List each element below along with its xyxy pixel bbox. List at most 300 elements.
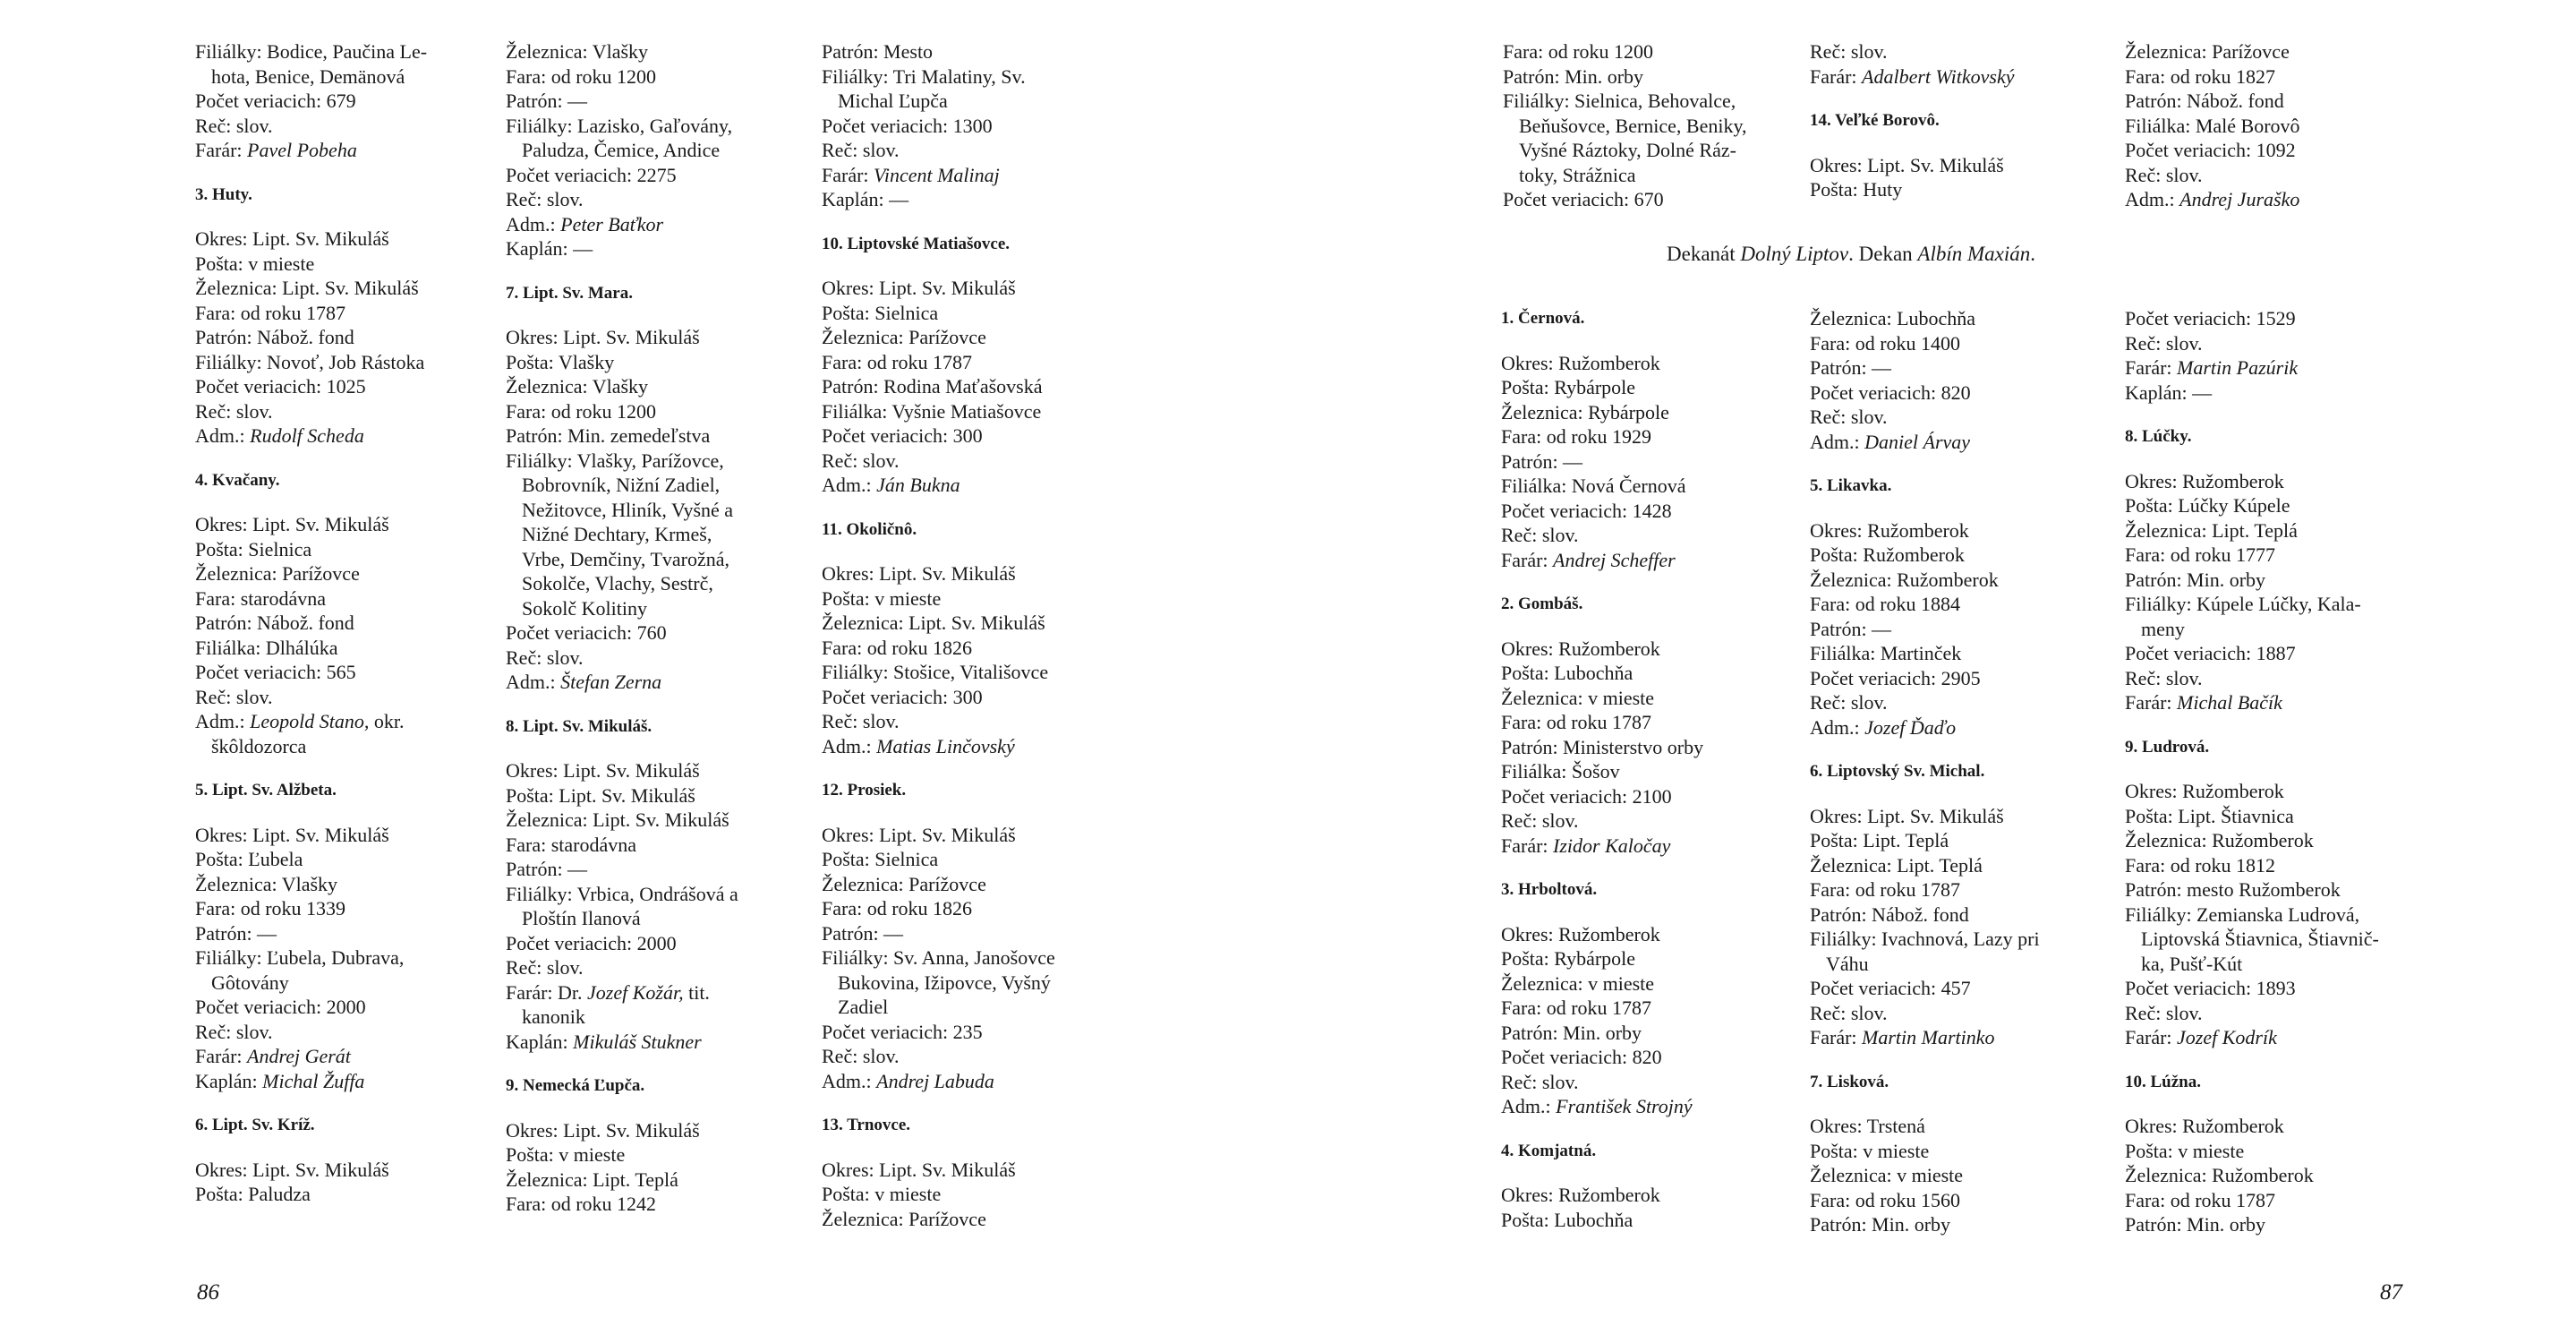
parish-heading: 6. Liptovský Sv. Michal. [1810, 762, 1985, 781]
entry-line: Reč: slov. [506, 956, 584, 979]
entry-line: Železnica: Ružomberok [2125, 1164, 2314, 1186]
entry-line: Okres: Lipt. Sv. Mikuláš [822, 1158, 1016, 1181]
entry-line: Okres: Lipt. Sv. Mikuláš [822, 823, 1016, 846]
person-name: Pavel Pobeha [247, 139, 357, 161]
entry-line: Patrón: Min. orby [1503, 64, 1644, 88]
entry-line: Pošta: Lipt. Štiavnica [2125, 804, 2294, 827]
entry-text: Adm.: [506, 671, 561, 693]
entry-line: Okres: Ružomberok [1501, 922, 1660, 945]
entry-line [195, 709, 490, 734]
entry-continuation: Paludza, Čemice, Andice [522, 139, 721, 161]
entry-line [2125, 187, 2420, 212]
entry-line: Fara: od roku 1787 [1501, 997, 1652, 1019]
dekanat-heading [1667, 243, 2035, 266]
entry-line: Železnica: Parížovce [195, 562, 360, 585]
entry-line: Patrón: Mesto [822, 40, 934, 63]
entry-line: Železnica: Vlašky [506, 40, 649, 63]
entry-line [195, 1044, 490, 1069]
person-name: Martin Martinko [1862, 1026, 1995, 1048]
entry-line [1810, 430, 2105, 455]
right-bottom-column-1 [1501, 306, 1796, 1232]
entry-line: Reč: slov. [1501, 809, 1579, 832]
entry-text: Farár: [822, 163, 874, 186]
entry-line: Železnica: Parížovce [822, 1207, 986, 1230]
entry-line: Patrón: mesto Ružomberok [2125, 878, 2341, 901]
entry-text: Adm.: [1810, 430, 1865, 453]
entry-line [506, 670, 801, 695]
entry-line: Patrón: — [1810, 617, 1892, 640]
entry-line: Patrón: — [1810, 356, 1892, 379]
entry-line: Počet veriacich: 235 [822, 1020, 983, 1043]
entry-line [1810, 1025, 2105, 1050]
entry-continuation: Vyšné Ráztoky, Dolné Ráz- [1519, 139, 1736, 161]
entry-line: Počet veriacich: 2905 [1810, 666, 1981, 689]
parish-heading: 9. Ludrová. [2125, 737, 2210, 757]
person-name: Andrej Gerát [247, 1045, 351, 1067]
entry-line: Pošta: Vlašky [506, 350, 615, 373]
entry-line: Počet veriacich: 820 [1501, 1046, 1662, 1068]
entry-line: Patrón: — [1501, 449, 1583, 473]
entry-line: Okres: Trstená [1810, 1115, 1925, 1137]
entry-line: Reč: slov. [506, 646, 584, 669]
person-name: Ján Bukna [876, 474, 960, 496]
entry-line: Fara: od roku 1884 [1810, 593, 1961, 615]
entry-line: Reč: slov. [506, 188, 584, 210]
parish-heading: 4. Komjatná. [1501, 1141, 1597, 1160]
entry-line: Počet veriacich: 457 [1810, 977, 1971, 999]
entry-line [506, 980, 801, 1005]
person-name: Michal Žuffa [262, 1069, 365, 1092]
parish-heading: 13. Trnovce. [822, 1116, 911, 1134]
parish-heading: 7. Lisková. [1810, 1072, 1889, 1091]
entry-line: Fara: od roku 1826 [822, 636, 973, 659]
entry-line: Reč: slov. [1810, 1001, 1888, 1024]
entry-line: Patrón: Ministerstvo orby [1501, 735, 1704, 758]
entry-line: Okres: Lipt. Sv. Mikuláš [195, 513, 389, 535]
entry-line [1810, 64, 2105, 90]
entry-line: Filiálky: Zemianska Ludrová, [2125, 902, 2360, 926]
entry-line: Fara: od roku 1812 [2125, 853, 2276, 877]
entry-continuation: Sokolče, Vlachy, Sestrč, [522, 572, 713, 595]
entry-line: Pošta: Lúčky Kúpele [2125, 494, 2290, 517]
person-name: Michal Bačík [2177, 691, 2282, 714]
entry-text: Adm.: [2125, 188, 2180, 210]
entry-continuation: Sokolč Kolitiny [522, 596, 647, 620]
entry-line: Reč: slov. [1810, 691, 1888, 714]
entry-continuation: Vrbe, Demčiny, Tvarožná, [522, 547, 730, 570]
entry-line: Pošta: Rybárpole [1501, 376, 1636, 398]
entry-line: Počet veriacich: 1300 [822, 114, 993, 137]
entry-line: Reč: slov. [822, 1045, 900, 1067]
entry-line: Filiálky: Lazisko, Gaľovány, [506, 114, 733, 137]
entry-continuation: Michal Ľupča [838, 90, 948, 112]
entry-line: Filiálky: Kúpele Lúčky, Kala- [2125, 593, 2361, 615]
entry-line: Reč: slov. [195, 114, 273, 137]
left-column-2 [506, 39, 801, 1217]
parish-heading: 6. Lipt. Sv. Kríž. [195, 1116, 315, 1134]
entry-line: Fara: od roku 1200 [506, 64, 657, 88]
parish-heading: 4. Kvačany. [195, 470, 280, 490]
entry-line: Pošta: Lubochňa [1501, 1208, 1633, 1231]
entry-line: Železnica: v mieste [1501, 971, 1655, 995]
entry-line: Počet veriacich: 1025 [195, 375, 366, 398]
entry-line: Železnica: Ružomberok [2125, 829, 2314, 851]
person-name: Peter Baťkor [560, 212, 664, 235]
entry-text: Farár: Dr. [506, 980, 588, 1004]
right-bottom-column-2 [1810, 306, 2105, 1237]
entry-line: Pošta: Paludza [195, 1183, 311, 1205]
page-number-left: 86 [197, 1280, 219, 1305]
entry-line: Reč: slov. [1501, 524, 1579, 546]
entry-continuation: škôldozorca [211, 734, 307, 757]
parish-heading: 3. Hrboltová. [1501, 880, 1598, 899]
entry-line: Železnica: Lipt. Teplá [2125, 518, 2298, 542]
entry-line: Pošta: v mieste [1810, 1139, 1930, 1162]
entry-line: Pošta: Sielnica [822, 848, 939, 870]
person-name: Mikuláš Stukner [573, 1030, 702, 1053]
entry-line: Okres: Ružomberok [1810, 518, 1969, 542]
entry-line: Železnica: Parížovce [822, 872, 986, 895]
entry-line: Železnica: Lipt. Teplá [1810, 853, 1983, 877]
entry-line: Okres: Lipt. Sv. Mikuláš [506, 326, 700, 348]
entry-line: Pošta: v mieste [822, 586, 942, 610]
entry-line [506, 212, 801, 237]
entry-line: Reč: slov. [195, 1020, 273, 1043]
entry-line: Okres: Lipt. Sv. Mikuláš [195, 823, 389, 846]
entry-line: Pošta: Sielnica [822, 301, 939, 324]
parish-heading: 11. Okoličnô. [822, 519, 917, 539]
person-name: Andrej Labuda [876, 1069, 994, 1092]
entry-line: Reč: slov. [1501, 1070, 1579, 1093]
entry-line: Filiálka: Nová Černová [1501, 475, 1686, 497]
entry-line: Počet veriacich: 300 [822, 685, 983, 708]
person-name: Matias Linčovský [876, 734, 1015, 757]
entry-line: Fara: od roku 1560 [1810, 1188, 1961, 1211]
entry-line: Železnica: Lipt. Sv. Mikuláš [822, 612, 1045, 634]
entry-line: Patrón: Nábož. fond [195, 612, 354, 634]
entry-continuation: hota, Benice, Demänová [211, 64, 405, 88]
entry-line: Počet veriacich: 2000 [195, 996, 366, 1018]
person-name: Štefan Zerna [560, 671, 662, 693]
parish-heading: 5. Likavka. [1810, 476, 1892, 495]
entry-line: Patrón: Min. orby [1501, 1021, 1642, 1044]
entry-line [195, 423, 490, 449]
entry-line: Patrón: — [506, 858, 588, 880]
entry-line: Okres: Lipt. Sv. Mikuláš [506, 1118, 700, 1142]
entry-text: Farár: [1810, 1026, 1863, 1048]
entry-text: Adm.: [195, 424, 251, 447]
entry-line: Pošta: Rybárpole [1501, 947, 1636, 970]
right-top-column-2 [1810, 39, 2105, 202]
page-number-right: 87 [2380, 1280, 2402, 1305]
entry-line: Patrón: Nábož. fond [195, 326, 354, 348]
person-name: Martin Pazúrik [2177, 356, 2299, 379]
parish-heading: 1. Černová. [1501, 309, 1585, 328]
entry-text: Farár: [2125, 691, 2178, 714]
parish-heading: 3. Huty. [195, 184, 252, 204]
entry-line: Pošta: Ružomberok [1810, 543, 1965, 566]
entry-line: Počet veriacich: 2000 [506, 931, 677, 954]
entry-line: Filiálka: Dlhálúka [195, 636, 338, 659]
entry-line: Železnica: Parížovce [822, 326, 986, 348]
entry-line: Počet veriacich: 760 [506, 621, 667, 644]
entry-line: Patrón: — [822, 921, 904, 945]
entry-line: Filiálky: Vlašky, Parížovce, [506, 449, 724, 472]
person-name: Adalbert Witkovský [1862, 64, 2015, 88]
entry-line: Filiálky: Novoť, Job Rástoka [195, 350, 425, 373]
entry-line: Železnica: Lipt. Sv. Mikuláš [506, 808, 729, 831]
entry-text: Farár: [1810, 64, 1863, 88]
entry-text: Adm.: [506, 212, 561, 235]
entry-text: Adm.: [822, 474, 877, 496]
entry-line [195, 138, 490, 163]
entry-text: tit. [683, 980, 710, 1004]
entry-line: Pošta: Sielnica [195, 537, 312, 560]
entry-line: Filiálky: Vrbica, Ondrášová a [506, 882, 738, 905]
entry-line: Počet veriacich: 2275 [506, 163, 677, 186]
entry-line: Železnica: Lubochňa [1810, 307, 1976, 329]
entry-line: Patrón: — [195, 921, 277, 945]
entry-line: Fara: od roku 1826 [822, 897, 973, 920]
entry-line: Pošta: v mieste [822, 1183, 942, 1205]
entry-line: Železnica: v mieste [1810, 1164, 1964, 1186]
entry-line: Železnica: Vlašky [506, 375, 649, 398]
person-name: Jozef Kožár, [587, 980, 684, 1004]
entry-continuation: Váhu [1826, 952, 1869, 975]
entry-line [506, 1030, 801, 1055]
entry-line: Fara: od roku 1339 [195, 897, 346, 920]
dean-name: Albín Maxián [1917, 243, 2031, 265]
entry-text: okr. [369, 710, 405, 732]
entry-continuation: Bobrovník, Nižní Zadiel, [522, 474, 721, 496]
entry-line: Pošta: v mieste [2125, 1139, 2245, 1162]
entry-line: Fara: od roku 1200 [506, 399, 657, 423]
entry-line: Reč: slov. [2125, 1001, 2203, 1024]
entry-line: Počet veriacich: 565 [195, 661, 356, 683]
person-name: Andrej Scheffer [1553, 548, 1676, 571]
entry-line: Kaplán: — [2125, 381, 2213, 404]
entry-continuation: Bukovina, Ižipovce, Vyšný [838, 971, 1051, 994]
entry-line: Železnica: Vlašky [195, 872, 338, 895]
entry-line: Filiálka: Malé Borovô [2125, 114, 2300, 137]
entry-continuation: Zadiel [838, 996, 889, 1018]
entry-line: Pošta: Huty [1810, 178, 1903, 201]
entry-line: Filiálky: Stošice, Vitališovce [822, 661, 1049, 683]
entry-line: Počet veriacich: 1428 [1501, 499, 1672, 522]
entry-line: Fara: od roku 1787 [1810, 878, 1961, 901]
entry-line: Fara: od roku 1242 [506, 1193, 657, 1215]
entry-line: Okres: Ružomberok [2125, 1115, 2284, 1137]
parish-heading: 10. Lúžna. [2125, 1072, 2201, 1091]
entry-line: Železnica: Parížovce [2125, 40, 2290, 63]
entry-line: Patrón: Min. orby [2125, 1213, 2266, 1236]
person-name: Andrej Juraško [2179, 188, 2300, 210]
entry-line: Pošta: Lipt. Sv. Mikuláš [506, 783, 695, 807]
parish-heading: 8. Lúčky. [2125, 427, 2192, 446]
entry-line: Počet veriacich: 670 [1503, 188, 1664, 210]
entry-line: Okres: Lipt. Sv. Mikuláš [195, 1158, 389, 1181]
entry-text: Farár: [195, 139, 248, 161]
entry-continuation: Nižné Dechtary, Krmeš, [522, 523, 712, 545]
parish-heading: 9. Nemecká Ľupča. [506, 1076, 645, 1095]
entry-line [195, 1069, 490, 1094]
parish-heading: 12. Prosiek. [822, 781, 907, 800]
entry-line: Patrón: Min. zemedeľstva [506, 424, 711, 447]
entry-text: Farár: [2125, 1026, 2178, 1048]
parish-heading: 10. Liptovské Matiašovce. [822, 234, 1011, 253]
entry-text: Adm.: [822, 734, 877, 757]
entry-line [1810, 715, 2105, 740]
entry-line: Reč: slov. [195, 685, 273, 708]
right-top-column-1 [1503, 39, 1798, 212]
entry-line: Počet veriacich: 300 [822, 424, 983, 447]
entry-line: Okres: Lipt. Sv. Mikuláš [1810, 804, 2004, 827]
entry-continuation: Ploštín Ilanová [522, 907, 641, 929]
entry-line: Okres: Lipt. Sv. Mikuláš [1810, 153, 2004, 176]
person-name: Izidor Kaločay [1553, 834, 1671, 857]
entry-line [822, 163, 1117, 188]
entry-line: Pošta: v mieste [506, 1143, 626, 1166]
entry-continuation: Nežitovce, Hliník, Vyšné a [522, 498, 734, 521]
dekanat-name: Dolný Liptov [1740, 243, 1849, 265]
parish-heading: 14. Veľké Borovô. [1810, 111, 1940, 130]
entry-line: Pošta: Lipt. Teplá [1810, 829, 1949, 851]
left-column-3 [822, 39, 1117, 1231]
entry-line [822, 473, 1117, 498]
entry-line: Fara: starodávna [195, 586, 326, 610]
entry-continuation: toky, Strážnica [1519, 163, 1636, 186]
entry-continuation: Beňušovce, Bernice, Beniky, [1519, 114, 1747, 137]
left-column-1 [195, 39, 490, 1207]
entry-line: Pošta: Lubochňa [1501, 662, 1633, 684]
entry-line: Filiálky: Tri Malatiny, Sv. [822, 64, 1026, 88]
entry-line: Reč: slov. [822, 710, 900, 732]
entry-line: Reč: slov. [195, 399, 273, 423]
person-name: Jozef Ďaďo [1864, 715, 1957, 739]
entry-line: Fara: od roku 1787 [822, 350, 973, 373]
entry-line [822, 1069, 1117, 1094]
entry-line: Fara: od roku 1827 [2125, 64, 2276, 88]
entry-continuation: Gôtovány [211, 971, 289, 994]
entry-text: Farár: [195, 1045, 248, 1067]
entry-line: Pošta: Ľubela [195, 848, 303, 870]
entry-line [2125, 1025, 2420, 1050]
entry-text: Adm.: [1501, 1095, 1557, 1117]
entry-line: Patrón: Nábož. fond [1810, 902, 1969, 926]
entry-line: Fara: od roku 1777 [2125, 543, 2276, 566]
entry-continuation: ka, Pušť-Kút [2141, 952, 2243, 975]
entry-text: Adm.: [1810, 715, 1865, 739]
entry-line: Počet veriacich: 820 [1810, 381, 1971, 404]
entry-line: Reč: slov. [2125, 666, 2203, 689]
entry-line: Filiálka: Vyšnie Matiašovce [822, 399, 1042, 423]
entry-line: Reč: slov. [2125, 163, 2203, 186]
dekanat-mid: . Dekan [1848, 243, 1918, 265]
entry-line: Filiálky: Bodice, Paučina Le- [195, 40, 428, 63]
dekanat-suffix: . [2030, 243, 2036, 265]
entry-line: Fara: od roku 1200 [1503, 40, 1654, 63]
entry-line: Reč: slov. [822, 449, 900, 472]
person-name: Rudolf Scheda [250, 424, 364, 447]
entry-line: Fara: od roku 1929 [1501, 425, 1652, 448]
parish-heading: 2. Gombáš. [1501, 595, 1583, 613]
entry-line: Reč: slov. [2125, 331, 2203, 355]
entry-line: Počet veriacich: 1092 [2125, 139, 2296, 161]
entry-line: Filiálky: Sv. Anna, Janošovce [822, 946, 1055, 969]
entry-text: Farár: [2125, 356, 2178, 379]
entry-line: Okres: Ružomberok [1501, 1184, 1660, 1206]
entry-line [2125, 690, 2420, 715]
entry-text: Farár: [1501, 834, 1554, 857]
entry-line: Okres: Ružomberok [1501, 637, 1660, 660]
entry-line: Fara: od roku 1400 [1810, 331, 1961, 355]
entry-line: Reč: slov. [1810, 40, 1888, 63]
entry-line: Kaplán: — [822, 188, 909, 210]
entry-line: Filiálka: Šošov [1501, 760, 1620, 783]
entry-line: Okres: Lipt. Sv. Mikuláš [195, 227, 389, 250]
entry-line: Fara: od roku 1787 [195, 301, 346, 324]
parish-heading: 7. Lipt. Sv. Mara. [506, 283, 633, 303]
entry-line: Železnica: v mieste [1501, 686, 1655, 709]
entry-line [822, 734, 1117, 759]
entry-line: Okres: Lipt. Sv. Mikuláš [506, 759, 700, 782]
entry-text: Kaplán: [195, 1069, 263, 1092]
person-name: Vincent Malinaj [874, 163, 1000, 186]
entry-line: Reč: slov. [822, 139, 900, 161]
entry-line: Okres: Lipt. Sv. Mikuláš [822, 277, 1016, 299]
person-name: Jozef Kodrík [2177, 1026, 2277, 1048]
entry-line: Patrón: Nábož. fond [2125, 90, 2284, 112]
entry-text: Farár: [1501, 548, 1554, 571]
entry-line: Okres: Lipt. Sv. Mikuláš [822, 562, 1016, 585]
entry-line: Filiálka: Martinček [1810, 642, 1962, 664]
entry-line: Patrón: Min. orby [2125, 568, 2266, 591]
entry-line: Železnica: Lipt. Sv. Mikuláš [195, 277, 419, 299]
entry-line: Počet veriacich: 1893 [2125, 977, 2296, 999]
parish-heading: 8. Lipt. Sv. Mikuláš. [506, 716, 653, 736]
entry-line: Filiálky: Ľubela, Dubrava, [195, 946, 405, 969]
entry-line [2125, 355, 2420, 381]
entry-continuation: kanonik [522, 1005, 585, 1028]
entry-line: Počet veriacich: 1529 [2125, 307, 2296, 329]
entry-line: Počet veriacich: 679 [195, 90, 356, 112]
entry-line [1501, 834, 1796, 859]
entry-line: Fara: starodávna [506, 833, 636, 856]
entry-line: Pošta: v mieste [195, 252, 315, 275]
entry-continuation: meny [2141, 617, 2185, 640]
parish-heading: 5. Lipt. Sv. Alžbeta. [195, 781, 337, 800]
entry-line: Počet veriacich: 1887 [2125, 642, 2296, 664]
entry-line [1501, 548, 1796, 573]
entry-text: Kaplán: [506, 1030, 574, 1053]
right-top-column-3 [2125, 39, 2420, 212]
entry-continuation: Liptovská Štiavnica, Štiavnič- [2141, 928, 2379, 950]
entry-text: Adm.: [822, 1069, 877, 1092]
entry-line: Okres: Ružomberok [1501, 351, 1660, 374]
entry-line: Filiálky: Ivachnová, Lazy pri [1810, 928, 2040, 950]
entry-line: Patrón: Rodina Maťašovská [822, 375, 1043, 398]
entry-line: Patrón: Min. orby [1810, 1213, 1951, 1236]
entry-line: Kaplán: — [506, 237, 593, 260]
entry-line: Reč: slov. [1810, 406, 1888, 428]
entry-line: Železnica: Lipt. Teplá [506, 1168, 678, 1191]
entry-line: Filiálky: Sielnica, Behovalce, [1503, 90, 1736, 112]
right-bottom-column-3 [2125, 306, 2420, 1237]
entry-line: Fara: od roku 1787 [1501, 711, 1652, 733]
right-page [1288, 0, 2576, 1343]
person-name: Daniel Árvay [1864, 430, 1971, 453]
entry-line: Okres: Ružomberok [2125, 469, 2284, 492]
